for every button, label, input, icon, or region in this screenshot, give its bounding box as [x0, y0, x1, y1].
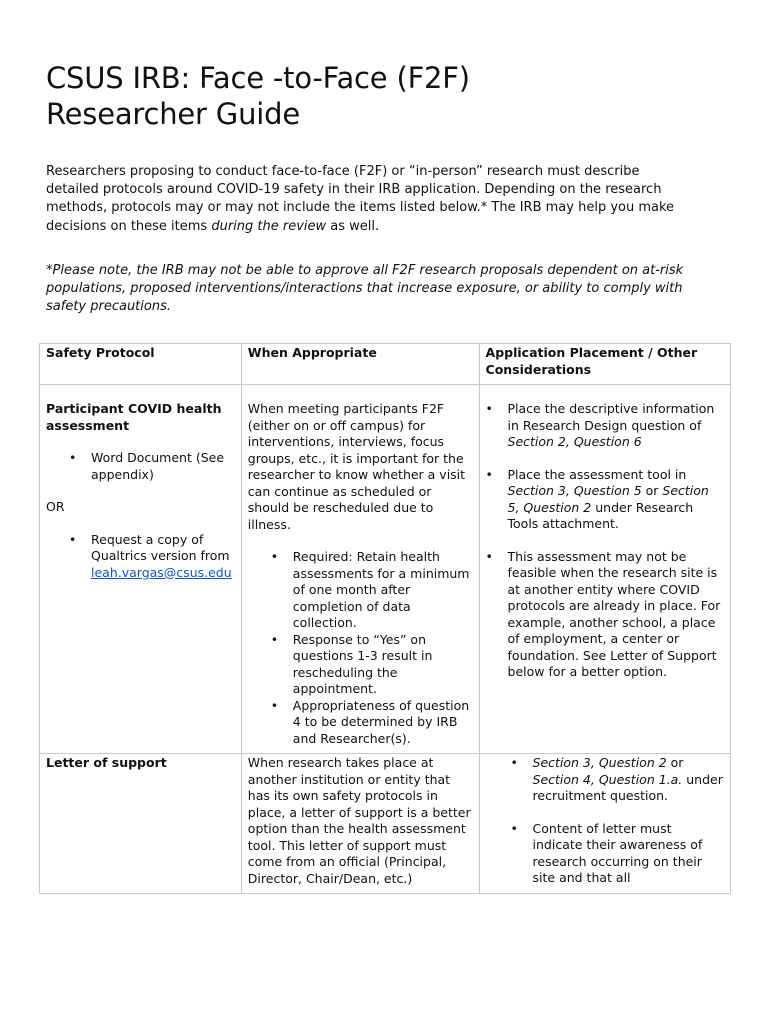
row1-col1-list	[91, 450, 235, 483]
header-application-placement: Application Placement / Other Considerations	[479, 344, 730, 385]
row1-col1	[40, 385, 242, 754]
row2-col2-text: When research takes place at another institution or entity that has its own safety protocols in place, a letter of support is a better option than the health assessment tool. This letter of support must come from an official (Principal, Director, Chair/Dean, etc.)	[247, 755, 471, 886]
intro-text: Researchers proposing to conduct face-to-face (F2F) or “in-person” research must describe detailed protocols around COVID-19 safety in their IRB application. Depending on the research methods, protocols may or may not include the items listed below.* The IRB may help you make decisions on these items	[46, 164, 675, 234]
title-line-1: CSUS IRB: Face -to-Face (F2F)	[46, 61, 470, 95]
list-item	[91, 532, 235, 582]
row1-col2	[241, 385, 479, 754]
text-segment: or	[666, 755, 684, 770]
text-segment: Section 3, Question 5	[507, 483, 642, 498]
text-segment: Section 2, Question 6	[507, 434, 642, 449]
intro-end: as well.	[326, 218, 380, 234]
table-row	[40, 754, 731, 894]
intro-paragraph	[46, 163, 686, 236]
list-item: • Appropriateness of question 4 to be determined by IRB and Researcher(s).	[293, 698, 473, 748]
text-segment: under Research Tools attachment.	[507, 499, 694, 531]
list-item	[508, 467, 724, 533]
page-title	[46, 60, 470, 132]
list-item: • Required: Retain health assessments for a minimum of one month after completion of data collection.	[293, 549, 473, 632]
list-item: • Word Document (See appendix)	[91, 450, 235, 483]
text-segment: Section 5, Question 2	[507, 483, 709, 515]
row1-col3	[479, 385, 730, 754]
email-link[interactable]: leah.vargas@csus.edu	[91, 564, 232, 580]
title-line-2: Researcher Guide	[46, 97, 300, 131]
row2-col2	[241, 754, 479, 894]
row1-col2-text: When meeting participants F2F (either on or off campus) for interventions, interviews, focus groups, etc., it is important for the researcher to know whether a visit can continue as scheduled or should be rescheduled due to illness.	[247, 401, 466, 532]
text-segment: Section 3, Question 2	[532, 755, 667, 770]
text-segment: or	[641, 483, 663, 498]
header-safety-protocol: Safety Protocol	[40, 344, 242, 385]
intro-italic: during the review	[211, 218, 327, 234]
list-item: • Content of letter must indicate their awareness of research occurring on their site and that all	[533, 821, 724, 887]
list-item: • This assessment may not be feasible when the research site is at another entity where COVID protocols are already in place. For example, another school, a place of employment, a center or foundation. See Letter of Support below for a better option.	[508, 549, 724, 681]
text-segment: Section 4, Question 1.a.	[532, 771, 683, 787]
row1-title: Participant COVID health assessment	[46, 401, 222, 433]
text-segment: Place the assessment tool in	[507, 466, 687, 482]
row2-title: Letter of support	[46, 755, 167, 770]
row2-col3-list	[533, 755, 724, 887]
or-label: OR	[46, 499, 65, 514]
qualtrics-text: Request a copy of Qualtrics version from	[91, 531, 230, 563]
text-segment: Place the descriptive information in Research Design question of	[507, 401, 715, 433]
header-when-appropriate: When Appropriate	[241, 344, 479, 385]
list-item	[533, 755, 724, 805]
row2-col1	[40, 754, 242, 894]
table-row	[40, 385, 731, 754]
note-paragraph: *Please note, the IRB may not be able to approve all F2F research proposals dependent on at-risk populations, proposed interventions/interactions that increase exposure, or ability to comply with safety precautions.	[46, 263, 684, 315]
list-item	[508, 401, 724, 451]
list-item: • Response to “Yes” on questions 1-3 result in rescheduling the appointment.	[293, 632, 473, 698]
row1-col3-list	[508, 401, 724, 681]
row1-col2-list	[293, 549, 473, 747]
guide-table	[39, 343, 731, 894]
text-segment: under recruitment question.	[532, 771, 723, 803]
row2-col3	[479, 754, 730, 894]
row1-col1-list-2	[91, 532, 235, 582]
table-header-row	[40, 344, 731, 385]
